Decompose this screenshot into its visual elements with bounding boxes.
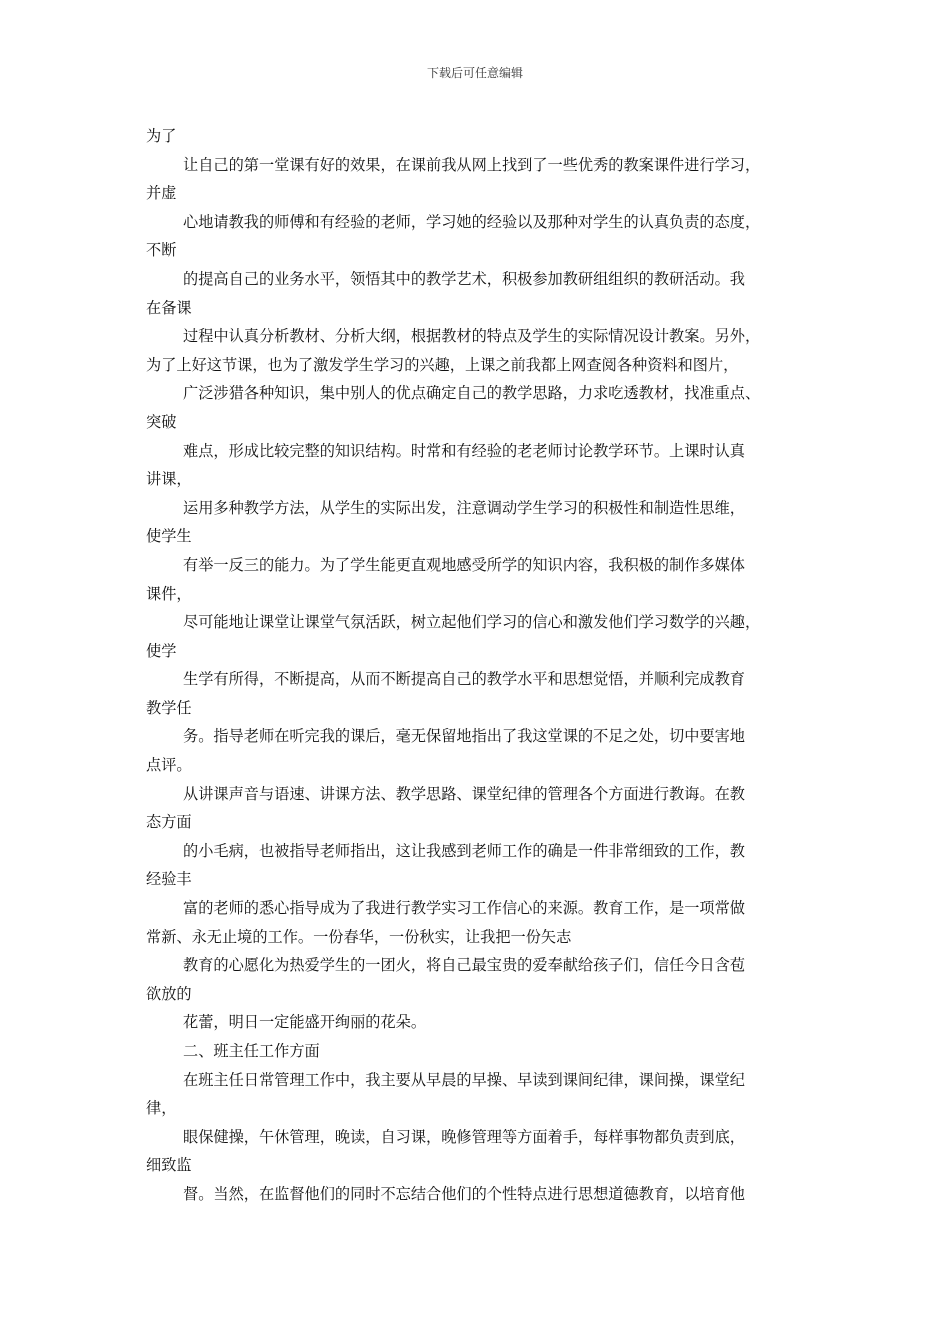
text-line: 务。指导老师在听完我的课后，毫无保留地指出了我这堂课的不足之处，切中要害地 xyxy=(183,727,745,746)
text-line: 富的老师的悉心指导成为了我进行教学实习工作信心的来源。教育工作，是一项常做 xyxy=(183,899,745,918)
text-line: 心地请教我的师傅和有经验的老师，学习她的经验以及那种对学生的认真负责的态度， xyxy=(183,212,761,231)
text-line: 让自己的第一堂课有好的效果，在课前我从网上找到了一些优秀的教案课件进行学习， xyxy=(183,155,761,174)
text-line: 的小毛病，也被指导老师指出，这让我感到老师工作的确是一件非常细致的工作，教 xyxy=(183,841,745,860)
text-line: 经验丰 xyxy=(146,870,192,889)
text-line: 运用多种教学方法，从学生的实际出发，注意调动学生学习的积极性和制造性思维， xyxy=(183,498,745,517)
text-line: 为了 xyxy=(146,127,177,145)
document-body xyxy=(146,122,826,1209)
text-line: 讲课， xyxy=(146,470,192,489)
text-line: 督。当然，在监督他们的同时不忘结合他们的个性特点进行思想道德教育，以培育他 xyxy=(183,1184,745,1203)
text-line: 并虚 xyxy=(146,184,177,203)
text-line: 有举一反三的能力。为了学生能更直观地感受所学的知识内容，我积极的制作多媒体 xyxy=(183,555,745,574)
text-line: 使学 xyxy=(146,641,177,660)
text-line: 为了上好这节课，也为了激发学生学习的兴趣，上课之前我都上网查阅各种资料和图片， xyxy=(146,355,739,374)
text-line: 点评。 xyxy=(146,756,192,775)
text-line: 尽可能地让课堂让课堂气氛活跃，树立起他们学习的信心和激发他们学习数学的兴趣， xyxy=(183,613,761,632)
text-line: 从讲课声音与语速、讲课方法、教学思路、课堂纪律的管理各个方面进行教诲。在教 xyxy=(183,784,745,803)
text-line: 细致监 xyxy=(146,1156,192,1175)
text-line: 难点，形成比较完整的知识结构。时常和有经验的老老师讨论教学环节。上课时认真 xyxy=(183,441,745,460)
text-line: 突破 xyxy=(146,412,177,431)
text-line: 常新、永无止境的工作。一份春华，一份秋实，让我把一份矢志 xyxy=(146,927,572,946)
page-header-note: 下载后可任意编辑 xyxy=(426,66,523,80)
text-line: 在备课 xyxy=(146,298,192,317)
text-line: 课件， xyxy=(146,584,192,603)
text-line: 二、班主任工作方面 xyxy=(183,1042,320,1060)
text-line: 在班主任日常管理工作中，我主要从早晨的早操、早读到课间纪律，课间操，课堂纪 xyxy=(183,1070,745,1089)
text-line: 态方面 xyxy=(146,813,192,832)
text-line: 教学任 xyxy=(146,698,192,717)
text-line: 的提高自己的业务水平，领悟其中的教学艺术，积极参加教研组组织的教研活动。我 xyxy=(183,269,745,288)
text-line: 教育的心愿化为热爱学生的一团火，将自己最宝贵的爱奉献给孩子们，信任今日含苞 xyxy=(183,956,745,975)
text-line: 广泛涉猎各种知识，集中别人的优点确定自己的教学思路，力求吃透教材，找准重点、 xyxy=(183,384,761,403)
text-line: 不断 xyxy=(146,241,177,260)
text-line: 过程中认真分析教材、分析大纲，根据教材的特点及学生的实际情况设计教案。另外， xyxy=(183,327,761,346)
text-line: 眼保健操，午休管理，晚读，自习课，晚修管理等方面着手，每样事物都负责到底， xyxy=(183,1127,745,1146)
text-line: 欲放的 xyxy=(146,984,192,1003)
text-line: 花蕾，明日一定能盛开绚丽的花朵。 xyxy=(183,1013,426,1032)
text-line: 使学生 xyxy=(146,527,192,546)
text-line: 生学有所得，不断提高，从而不断提高自己的教学水平和思想觉悟，并顺利完成教育 xyxy=(183,670,745,689)
text-line: 律， xyxy=(146,1099,177,1118)
